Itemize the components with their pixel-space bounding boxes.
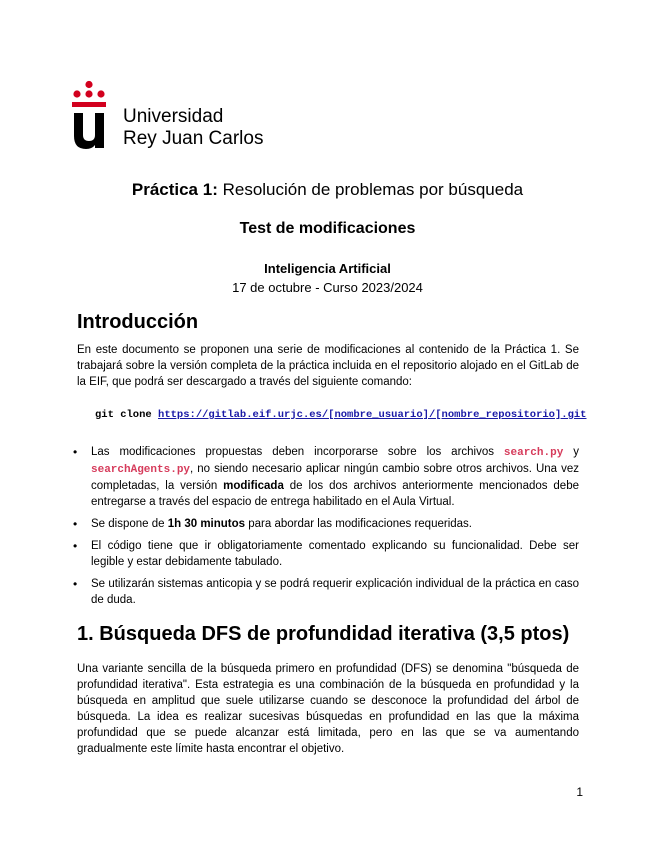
- bullet1-text-a: Las modificaciones propuestas deben incorporarse sobre los archivos: [91, 446, 504, 458]
- list-item: [77, 516, 579, 532]
- title-bold: Práctica 1:: [131, 180, 218, 199]
- page-number: 1: [576, 785, 583, 799]
- title-rest: Resolución de problemas por búsqueda: [217, 180, 524, 199]
- repository-link[interactable]: https://gitlab.eif.urjc.es/[nombre_usuario]/[nombre_repositorio].git: [158, 409, 587, 421]
- bullet2-bold: 1h 30 minutos: [167, 518, 246, 530]
- university-logo: [72, 80, 272, 152]
- instructions-list: [77, 444, 579, 614]
- document-title: [0, 180, 655, 200]
- section1-heading: 1. Búsqueda DFS de profundidad iterativa (3,5 ptos): [77, 623, 570, 645]
- university-name-line2: Rey Juan Carlos: [123, 128, 264, 149]
- document-date: 17 de octubre - Curso 2023/2024: [232, 280, 423, 295]
- bullet1-text-d: de los dos archivos anteriormente mencionados debe entregarse a través del espacio de entrega habilitado en el Aula Virtual.: [91, 480, 579, 508]
- bullet3-text: El código tiene que ir obligatoriamente comentado explicando su funcionalidad. Debe ser legible y estar debidamente tabulado.: [91, 540, 579, 568]
- intro-heading: Introducción: [77, 311, 199, 333]
- bullet1-text-b: y: [563, 446, 579, 458]
- document-subtitle: Test de modificaciones: [239, 220, 416, 237]
- file-searchagents-py: searchAgents.py: [91, 464, 191, 476]
- intro-paragraph: En este documento se proponen una serie de modificaciones al contenido de la Práctica 1. Se trabajará sobre la versión completa de la práctica incluida en el repositorio alojado en el GitLab de la EIF, que podrá ser descargado a través del siguiente comando:: [77, 344, 579, 388]
- urjc-emblem-icon: [72, 80, 106, 150]
- git-command-prefix: git clone: [95, 409, 159, 421]
- list-item: [77, 538, 579, 570]
- bullet4-text: Se utilizarán sistemas anticopia y se podrá requerir explicación individual de la práctica en caso de duda.: [91, 578, 579, 606]
- bullet2-text-a: Se dispone de: [91, 518, 168, 530]
- university-name-line1: Universidad: [123, 106, 224, 127]
- file-search-py: search.py: [503, 447, 564, 459]
- bullet2-text-b: para abordar las modificaciones requeridas.: [245, 518, 472, 530]
- git-command: [95, 409, 587, 421]
- bullet1-bold: modificada: [223, 480, 284, 492]
- list-item: [77, 576, 579, 608]
- course-name: Inteligencia Artificial: [264, 261, 391, 276]
- section1-paragraph: Una variante sencilla de la búsqueda primero en profundidad (DFS) se denomina "búsqueda de profundidad iterativa". Esta estrategia es una combinación de la búsqueda en profundidad y la búsqueda en amplitud que suele utilizarse cuando se desconoce la profundidad del árbol de búsqueda. La idea es realizar sucesivas búsquedas en profundidad en las que la máxima profundidad que se puede alcanzar está limitada, pero en las que se va aumentando gradualmente este límite hasta encontrar el objetivo.: [77, 663, 579, 755]
- university-name: [123, 106, 263, 150]
- list-item: [77, 444, 579, 510]
- bullet1-text-c: , no siendo necesario aplicar ningún cambio sobre otros archivos. Una vez completadas, la versión: [91, 463, 579, 492]
